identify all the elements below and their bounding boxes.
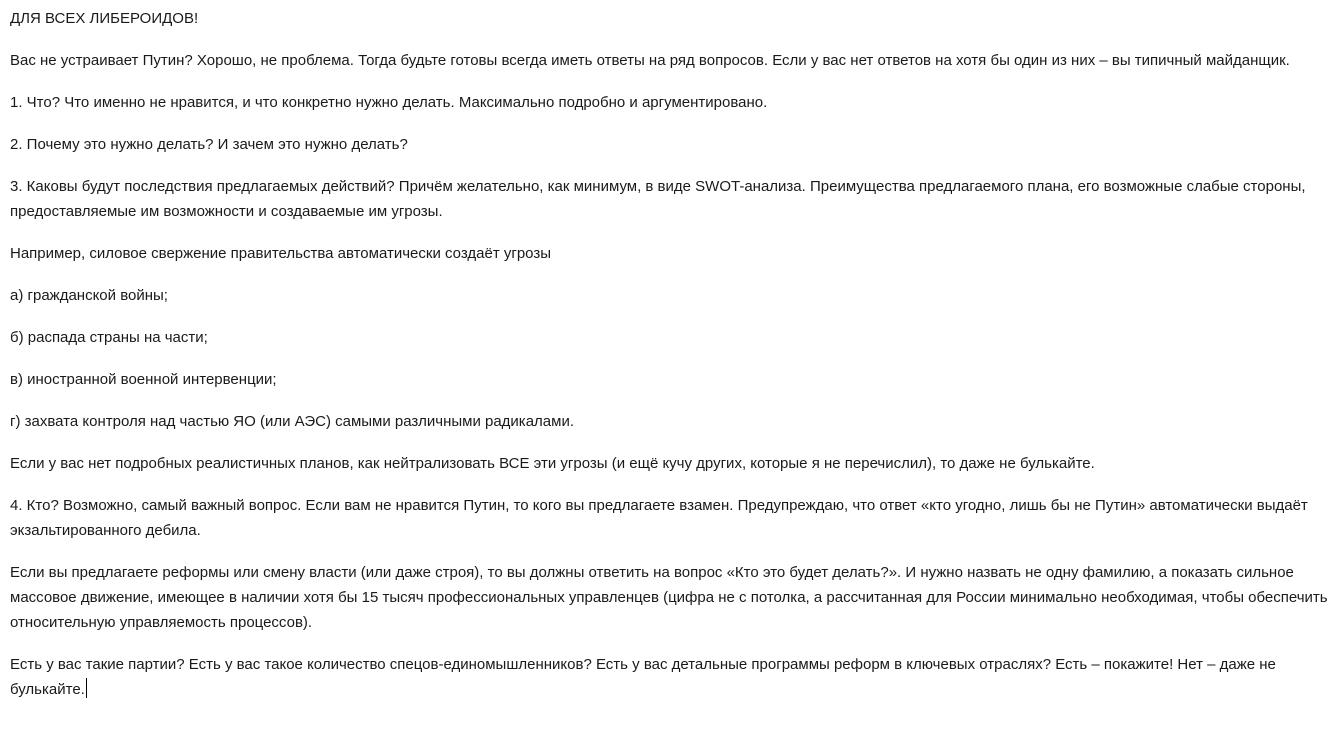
- paragraph-final: [10, 652, 1328, 702]
- paragraph-threat-a: а) гражданской войны;: [10, 287, 168, 304]
- document-title: ДЛЯ ВСЕХ ЛИБЕРОИДОВ!: [10, 10, 199, 27]
- paragraph-final-text: Есть у вас такие партии? Есть у вас такое количество спецов-единомышленников? Есть у вас детальные программы реформ в ключевых отраслях? Есть – покажите! Нет – даже не булькайте.: [10, 656, 1276, 698]
- paragraph-question-3: 3. Каковы будут последствия предлагаемых действий? Причём желательно, как минимум, в виде SWOT-анализа. Преимущества предлагаемого плана, его возможные слабые стороны, предоставляемые им возможности и создаваемые им угрозы.: [10, 178, 1306, 220]
- paragraph-reforms: Если вы предлагаете реформы или смену власти (или даже строя), то вы должны ответить на вопрос «Кто это будет делать?». И нужно назвать не одну фамилию, а показать сильное массовое движение, имеющее в наличии хотя бы 15 тысяч профессиональных управленцев (цифра не с потолка, а рассчитанная для России минимально необходимая, чтобы обеспечить относительную управляемость процессов).: [10, 564, 1328, 631]
- paragraph-intro: Вас не устраивает Путин? Хорошо, не проблема. Тогда будьте готовы всегда иметь ответы на ряд вопросов. Если у вас нет ответов на хотя бы один из них – вы типичный майданщик.: [10, 52, 1290, 69]
- paragraph-question-1: 1. Что? Что именно не нравится, и что конкретно нужно делать. Максимально подробно и аргументировано.: [10, 94, 768, 111]
- paragraph-threat-d: г) захвата контроля над частью ЯО (или АЭС) самыми различными радикалами.: [10, 413, 574, 430]
- paragraph-threat-c: в) иностранной военной интервенции;: [10, 371, 277, 388]
- paragraph-question-2: 2. Почему это нужно делать? И зачем это нужно делать?: [10, 136, 408, 153]
- paragraph-threat-b: б) распада страны на части;: [10, 329, 208, 346]
- document-body[interactable]: [10, 6, 1328, 719]
- text-cursor: [86, 678, 87, 698]
- paragraph-question-4: 4. Кто? Возможно, самый важный вопрос. Если вам не нравится Путин, то кого вы предлагаете взамен. Предупреждаю, что ответ «кто угодно, лишь бы не Путин» автоматически выдаёт экзальтированного дебила.: [10, 497, 1308, 539]
- paragraph-neutralize: Если у вас нет подробных реалистичных планов, как нейтрализовать ВСЕ эти угрозы (и ещё кучу других, которые я не перечислил), то даже не булькайте.: [10, 455, 1095, 472]
- paragraph-example: Например, силовое свержение правительства автоматически создаёт угрозы: [10, 245, 552, 262]
